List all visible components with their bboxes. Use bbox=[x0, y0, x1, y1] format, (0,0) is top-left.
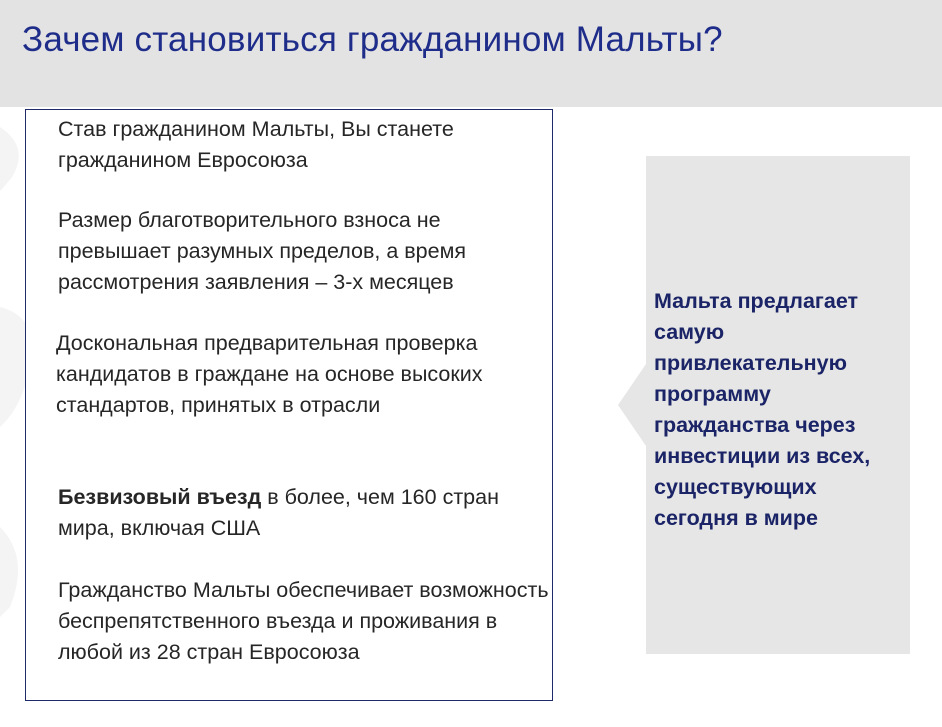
benefit-item: Размер благотворительного взноса не превышает разумных пределов, а время рассмотрения заявления – 3-х месяцев bbox=[58, 208, 467, 294]
benefit-item-rest: в более, чем 160 стран мира, включая США bbox=[58, 485, 499, 540]
slide-header bbox=[0, 0, 942, 107]
benefit-item: Гражданство Мальты обеспечивает возможность беспрепятственного въезда и проживания в любой из 28 стран Евросоюза bbox=[58, 578, 549, 664]
benefit-item-bold: Безвизовый въезд bbox=[58, 485, 262, 509]
benefits-box bbox=[25, 109, 553, 701]
benefit-item bbox=[58, 482, 554, 544]
callout-text: Мальта предлагает самую привлекательную программу гражданства через инвестиции из всех, существующих сегодня в мире bbox=[654, 289, 871, 530]
benefit-item: Став гражданином Мальты, Вы станете гражданином Евросоюза bbox=[58, 117, 454, 172]
slide-title: Зачем становиться гражданином Мальты? bbox=[22, 20, 723, 59]
benefit-item: Доскональная предварительная проверка кандидатов в граждане на основе высоких стандартов, принятых в отрасли bbox=[56, 331, 483, 417]
